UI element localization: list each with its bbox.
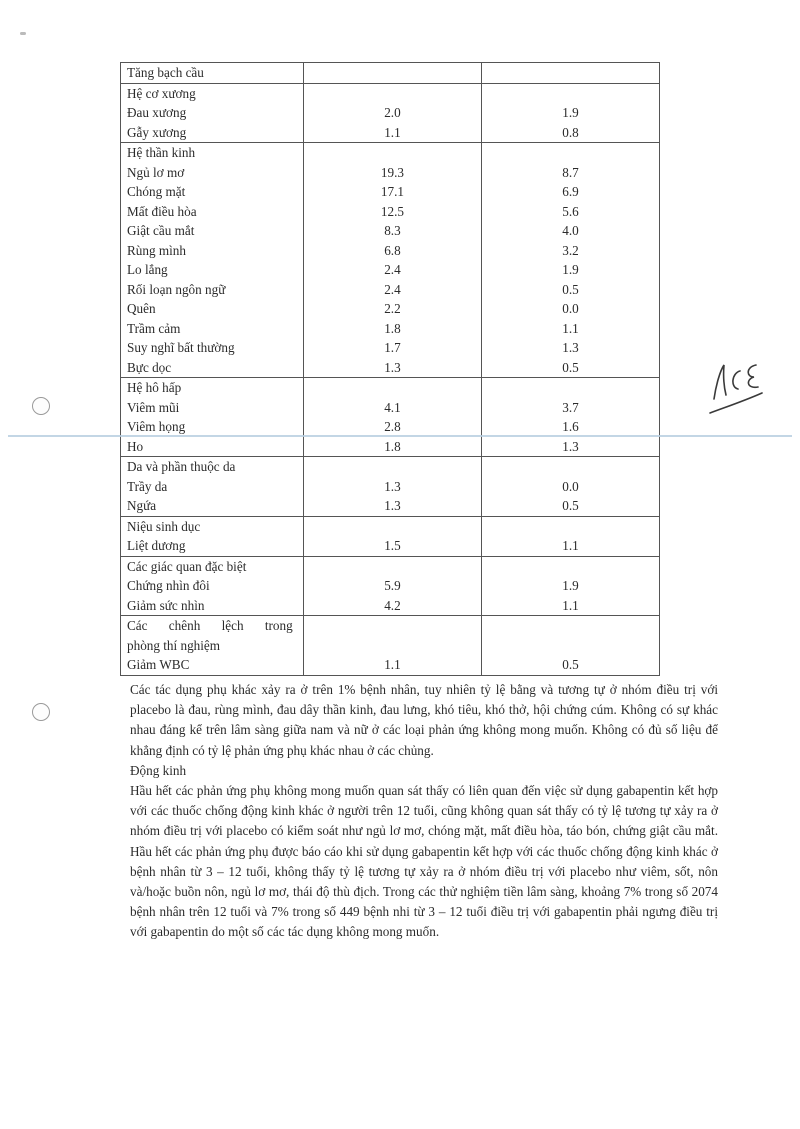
placebo-value: 1.1 (562, 320, 579, 336)
table-row (121, 378, 660, 457)
placebo-value: 4.0 (562, 223, 579, 238)
group-title: Hệ cơ xương (127, 85, 196, 101)
row-label: Viêm mũi (127, 399, 180, 415)
placebo-value: 0.5 (562, 281, 579, 297)
gabapentin-value: 1.1 (384, 124, 401, 140)
gabapentin-value: 12.5 (380, 203, 404, 219)
row-label: Trầm cảm (127, 320, 181, 336)
row-label: Gẫy xương (127, 124, 187, 140)
group-title: phòng thí nghiệm (127, 637, 221, 653)
placebo-value: 0.5 (562, 657, 579, 672)
placebo-value: 1.9 (562, 578, 579, 593)
row-label: Chứng nhìn đôi (127, 578, 210, 593)
placebo-value: 8.7 (562, 164, 579, 180)
group-title: Hệ thần kinh (127, 145, 196, 160)
gabapentin-value: 2.2 (384, 301, 401, 316)
handwritten-initials-icon (700, 355, 780, 425)
table-row (121, 143, 660, 378)
placebo-value: 3.2 (562, 242, 579, 258)
gabapentin-value: 2.4 (384, 281, 401, 297)
placebo-value: 1.1 (562, 597, 579, 613)
placebo-value: 1.3 (562, 340, 579, 355)
placebo-value: 0.5 (562, 498, 579, 513)
gabapentin-value: 5.9 (384, 578, 401, 593)
placebo-value: 1.6 (562, 419, 579, 434)
row-label: Lo lắng (127, 262, 168, 277)
table-row (121, 556, 660, 616)
group-title: Da và phần thuộc da (127, 459, 236, 474)
placebo-value: 5.6 (562, 203, 579, 219)
row-label: Bực dọc (127, 359, 172, 375)
table-row (121, 516, 660, 556)
table-row (121, 616, 660, 676)
table-row (121, 457, 660, 517)
placebo-value: 1.9 (562, 262, 579, 277)
group-title: Niệu sinh dục (127, 518, 201, 534)
placebo-value: 0.5 (562, 359, 579, 375)
gabapentin-value: 1.3 (384, 478, 401, 494)
row-label: Suy nghĩ bất thường (127, 340, 235, 355)
gabapentin-value: 1.3 (384, 359, 401, 375)
group-title: Các giác quan đặc biệt (127, 558, 247, 574)
gabapentin-value: 8.3 (384, 223, 401, 238)
placebo-value: 1.1 (562, 538, 579, 553)
row-label: Giảm WBC (127, 657, 190, 672)
gabapentin-value: 4.1 (384, 399, 401, 415)
placebo-value: 6.9 (562, 184, 579, 199)
adverse-events-table (120, 62, 660, 676)
placebo-value: 1.9 (562, 105, 579, 120)
placebo-value: 1.3 (562, 438, 579, 454)
punch-hole (32, 703, 50, 721)
row-label: Mất điều hòa (127, 203, 197, 219)
gabapentin-value: 17.1 (380, 184, 404, 199)
table-row (121, 83, 660, 143)
table-row (121, 63, 660, 84)
paragraph-epilepsy: Hầu hết các phản ứng phụ không mong muốn quan sát thấy có liên quan đến việc sử dụng gabapentin kết hợp với các thuốc chống động kinh khác ở người trên 12 tuổi, cũng không quan sát thấy có tỷ lệ tương tự xảy ra ở nhóm điều trị với placebo có kiểm soát như ngủ lơ mơ, chóng mặt, mất điều hòa, táo bón, chứng giật cầu mắt. Hầu hết các phản ứng phụ được báo cáo khi sử dụng gabapentin kết hợp với các thuốc chống động kinh khác ở bệnh nhân từ 3 – 12 tuổi, không thấy tỷ lệ tương tự xảy ra ở nhóm điều trị với placebo như viêm, sốt, nôn và/hoặc buồn nôn, ngủ lơ mơ, thái độ thù địch. Trong các thử nghiệm tiền lâm sàng, khoảng 7% trong số 2074 bệnh nhân trên 12 tuổi và 7% trong số 449 bệnh nhi từ 3 – 12 tuổi điều trị với gabapentin phải ngưng điều trị với gabapentin do một số các tác dụng không mong muốn. (130, 783, 718, 940)
row-label: Liệt dương (127, 538, 186, 553)
group-title: Hệ hô hấp (127, 380, 182, 395)
row-label: Ngứa (127, 498, 157, 513)
row-label: Rùng mình (127, 242, 186, 258)
gabapentin-value: 1.1 (384, 657, 401, 672)
section-heading: Động kinh (130, 762, 187, 778)
gabapentin-value: 6.8 (384, 242, 401, 258)
group-title: Tăng bạch cầu (127, 65, 204, 80)
gabapentin-value: 1.8 (384, 320, 401, 336)
gabapentin-value: 19.3 (380, 164, 404, 180)
row-label: Ho (127, 438, 144, 454)
row-label: Giảm sức nhìn (127, 597, 205, 613)
row-label: Ngủ lơ mơ (127, 164, 185, 180)
paragraph-other-effects: Các tác dụng phụ khác xảy ra ở trên 1% bệnh nhân, tuy nhiên tỷ lệ bằng và tương tự ở nhóm điều trị với placebo là đau, rùng mình, đau dây thần kinh, đau lưng, khó tiêu, khó thở, hội chứng cúm. Không có sự khác nhau đáng kể trên lâm sàng giữa nam và nữ ở các loại phản ứng không mong muốn. Không có đủ số liệu để khẳng định có tỷ lệ phản ứng phụ khác nhau ở các chủng. (130, 682, 718, 758)
scan-speck (20, 32, 26, 35)
gabapentin-value: 1.8 (384, 438, 401, 454)
row-label: Đau xương (127, 105, 187, 120)
gabapentin-value: 1.3 (384, 498, 401, 513)
scan-artifact-line (8, 435, 792, 437)
gabapentin-value: 2.4 (384, 262, 401, 277)
row-label: Chóng mặt (127, 184, 186, 199)
row-label: Trầy da (127, 478, 168, 494)
group-title: Các chênh lệch trong (127, 618, 293, 633)
placebo-value: 0.0 (562, 478, 579, 494)
gabapentin-value: 2.8 (384, 419, 401, 434)
body-text (130, 680, 718, 943)
placebo-value: 0.8 (562, 124, 579, 140)
gabapentin-value: 2.0 (384, 105, 401, 120)
gabapentin-value: 4.2 (384, 597, 401, 613)
row-label: Quên (127, 301, 156, 316)
gabapentin-value: 1.5 (384, 538, 401, 553)
row-label: Giật cầu mắt (127, 223, 195, 238)
punch-hole (32, 397, 50, 415)
gabapentin-value: 1.7 (384, 340, 401, 355)
placebo-value: 3.7 (562, 399, 579, 415)
row-label: Rối loạn ngôn ngữ (127, 281, 226, 297)
row-label: Viêm họng (127, 419, 186, 434)
placebo-value: 0.0 (562, 301, 579, 316)
